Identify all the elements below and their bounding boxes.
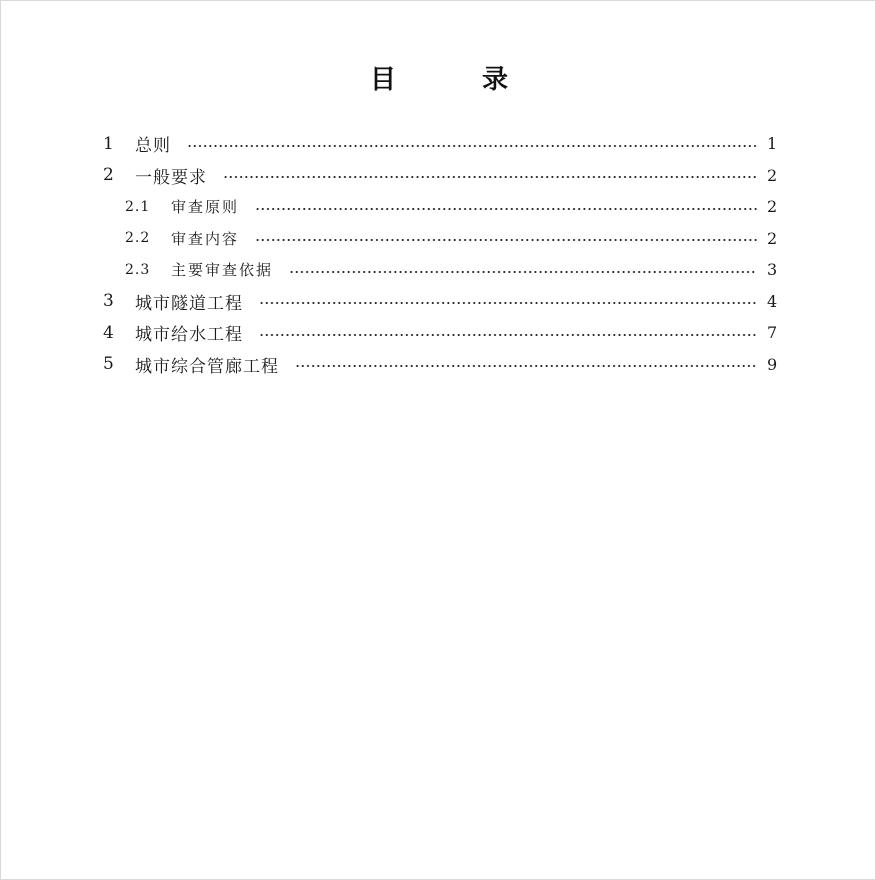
toc-entry-number: 1 <box>103 133 114 154</box>
toc-entry-page: 1 <box>767 134 778 154</box>
toc-entry-page: 7 <box>767 323 778 343</box>
toc-dot-leader <box>223 176 757 178</box>
toc-entry[interactable] <box>103 349 778 381</box>
toc-entry[interactable] <box>103 160 778 192</box>
toc-entry-title: 城市给水工程 <box>135 325 243 346</box>
toc-entry[interactable] <box>103 286 778 318</box>
toc-entry-number: 4 <box>103 322 114 343</box>
toc-entry-number: 2.3 <box>125 261 151 278</box>
toc-entry-number: 2 <box>103 165 114 186</box>
toc-entry[interactable] <box>103 128 778 160</box>
toc-entry-page: 4 <box>767 291 778 311</box>
toc-list <box>103 128 778 380</box>
toc-entry-title: 审查原则 <box>171 198 240 217</box>
toc-dot-leader <box>259 302 757 304</box>
toc-entry-page: 2 <box>767 228 778 248</box>
toc-dot-leader <box>295 365 757 367</box>
toc-entry-title: 城市综合管廊工程 <box>135 356 279 377</box>
toc-dot-leader <box>187 145 757 147</box>
toc-subentry[interactable] <box>103 254 778 286</box>
toc-entry-number: 5 <box>103 354 114 375</box>
toc-dot-leader <box>255 208 757 210</box>
toc-entry[interactable] <box>103 317 778 349</box>
toc-entry-number: 2.1 <box>125 198 151 215</box>
toc-entry-page: 3 <box>767 260 778 280</box>
toc-subentry[interactable] <box>103 191 778 223</box>
toc-entry-page: 2 <box>767 197 778 217</box>
toc-entry-title: 主要审查依据 <box>171 261 274 280</box>
toc-entry-page: 9 <box>767 354 778 374</box>
toc-entry-title: 城市隧道工程 <box>135 293 243 314</box>
toc-dot-leader <box>259 334 757 336</box>
toc-entry-number: 2.2 <box>125 230 151 247</box>
toc-dot-leader <box>289 271 757 273</box>
toc-entry-page: 2 <box>767 165 778 185</box>
toc-dot-leader <box>255 239 757 241</box>
toc-subentry[interactable] <box>103 223 778 255</box>
toc-entry-title: 一般要求 <box>135 167 207 188</box>
toc-entry-title: 审查内容 <box>171 229 240 248</box>
toc-title: 目 录 <box>369 65 538 95</box>
toc-entry-number: 3 <box>103 291 114 312</box>
toc-entry-title: 总则 <box>135 136 171 157</box>
